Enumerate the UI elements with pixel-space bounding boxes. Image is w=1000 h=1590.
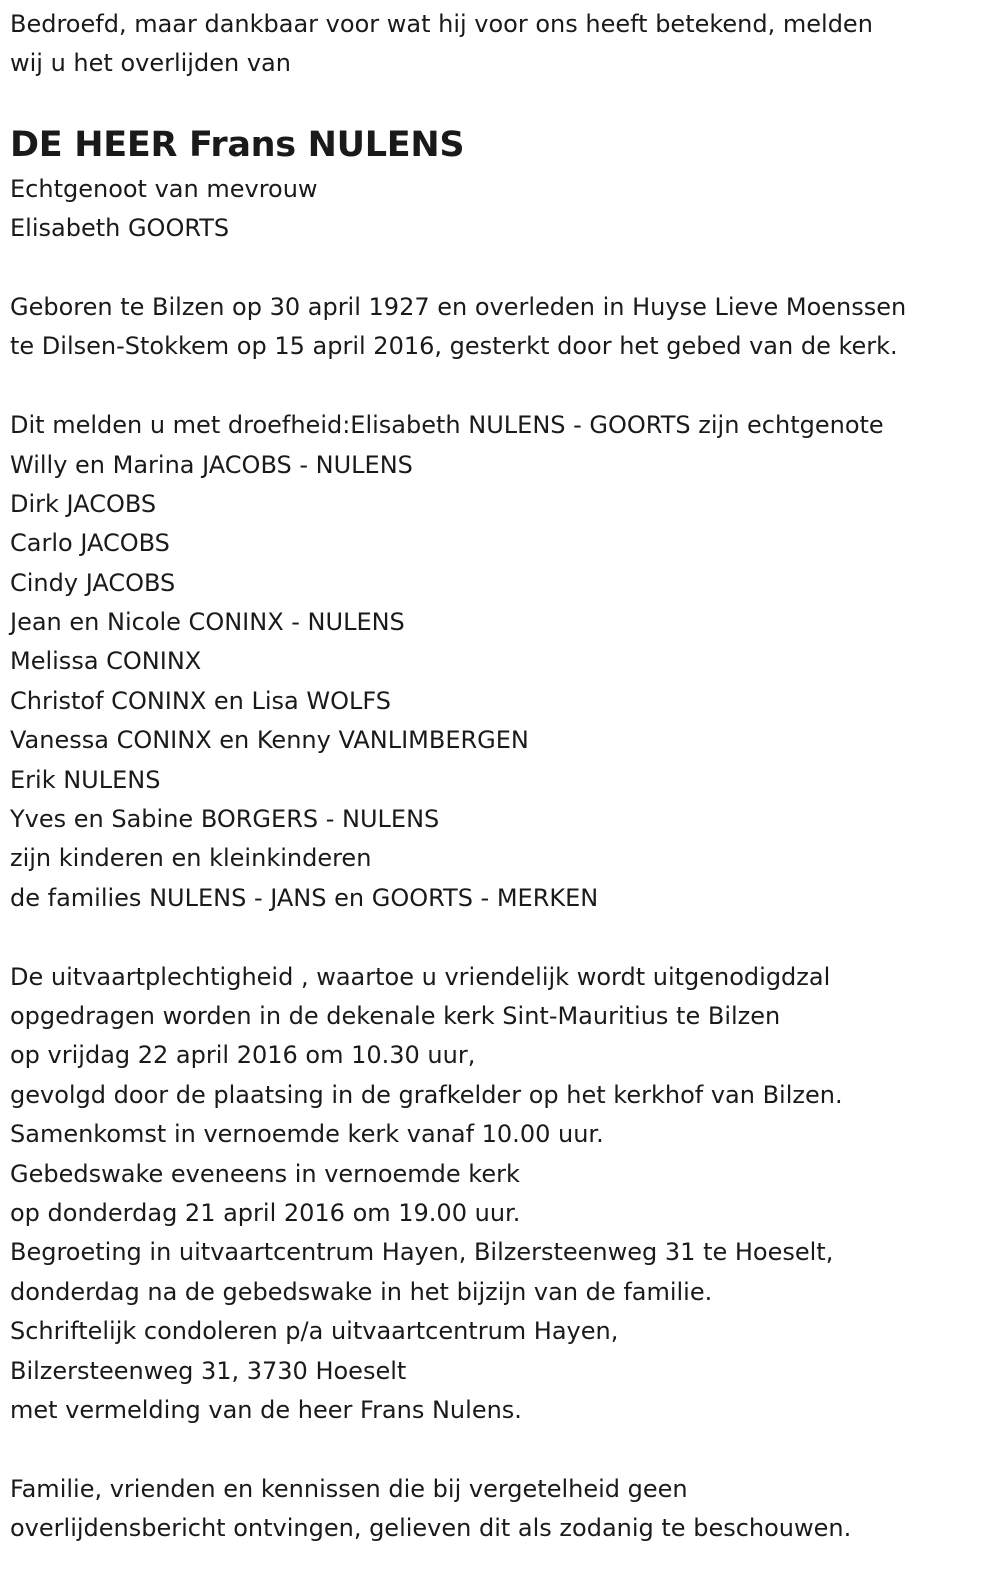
family-member-line: de families NULENS - JANS en GOORTS - MERKEN [10, 883, 599, 912]
text-line: Echtgenoot van mevrouw [10, 174, 318, 203]
family-member-line: Jean en Nicole CONINX - NULENS [10, 608, 405, 637]
text-line: op donderdag 21 april 2016 om 19.00 uur. [10, 1198, 521, 1227]
text-line: De uitvaartplechtigheid , waartoe u vriendelijk wordt uitgenodigdzal [10, 962, 831, 991]
family-list [10, 406, 995, 918]
family-member-line: Vanessa CONINX en Kenny VANLIMBERGEN [10, 726, 529, 755]
family-member-line: Melissa CONINX [10, 647, 202, 676]
birth-death-paragraph [10, 288, 995, 367]
deceased-name-heading: DE HEER Frans NULENS [10, 124, 465, 165]
text-line: Geboren te Bilzen op 30 april 1927 en overleden in Huyse Lieve Moenssen [10, 292, 907, 321]
family-member-line: Willy en Marina JACOBS - NULENS [10, 450, 413, 479]
text-line: Bedroefd, maar dankbaar voor wat hij voor ons heeft betekend, melden [10, 10, 873, 38]
text-line: Gebedswake eveneens in vernoemde kerk [10, 1159, 520, 1188]
spouse-paragraph [10, 170, 995, 249]
text-line: gevolgd door de plaatsing in de grafkelder op het kerkhof van Bilzen. [10, 1080, 843, 1109]
text-line: wij u het overlijden van [10, 49, 291, 78]
text-line: Familie, vrienden en kennissen die bij vergetelheid geen [10, 1474, 688, 1503]
funeral-paragraph [10, 958, 995, 1431]
family-member-line: Cindy JACOBS [10, 568, 176, 597]
text-line: Elisabeth GOORTS [10, 214, 230, 243]
text-line: donderdag na de gebedswake in het bijzijn van de familie. [10, 1277, 713, 1306]
family-member-line: Erik NULENS [10, 765, 161, 794]
text-line: Bilzersteenweg 31, 3730 Hoeselt [10, 1356, 407, 1385]
closing-paragraph [10, 1470, 995, 1549]
family-member-line: Dit melden u met droefheid:Elisabeth NULENS - GOORTS zijn echtgenote [10, 411, 884, 440]
family-member-line: Carlo JACOBS [10, 529, 170, 558]
text-line: overlijdensbericht ontvingen, gelieven dit als zodanig te beschouwen. [10, 1514, 852, 1543]
text-line: Schriftelijk condoleren p/a uitvaartcentrum Hayen, [10, 1317, 619, 1346]
family-member-line: Christof CONINX en Lisa WOLFS [10, 686, 391, 715]
obituary-document [10, 5, 995, 1548]
intro-paragraph [10, 5, 995, 84]
family-member-line: Yves en Sabine BORGERS - NULENS [10, 805, 440, 834]
family-member-line: zijn kinderen en kleinkinderen [10, 844, 372, 873]
text-line: met vermelding van de heer Frans Nulens. [10, 1395, 522, 1424]
family-member-line: Dirk JACOBS [10, 489, 157, 518]
text-line: opgedragen worden in de dekenale kerk Sint-Mauritius te Bilzen [10, 1001, 781, 1030]
text-line: op vrijdag 22 april 2016 om 10.30 uur, [10, 1041, 476, 1070]
text-line: Begroeting in uitvaartcentrum Hayen, Bilzersteenweg 31 te Hoeselt, [10, 1238, 834, 1267]
text-line: Samenkomst in vernoemde kerk vanaf 10.00 uur. [10, 1120, 604, 1149]
text-line: te Dilsen-Stokkem op 15 april 2016, gesterkt door het gebed van de kerk. [10, 332, 898, 361]
